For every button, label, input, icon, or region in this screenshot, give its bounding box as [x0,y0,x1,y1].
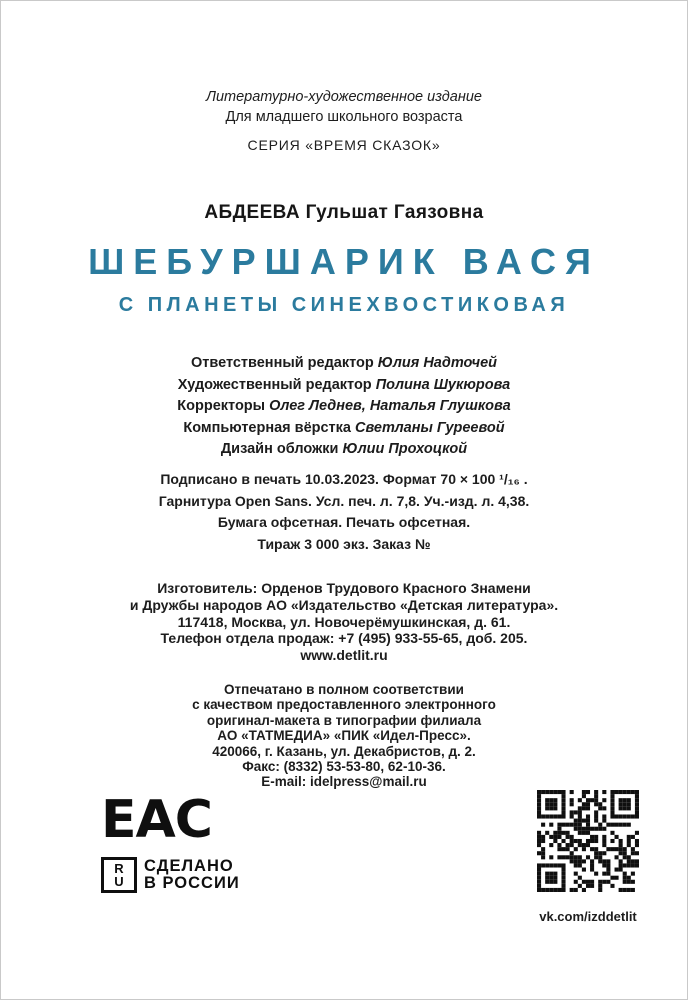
ru-mark-icon [101,857,137,893]
edition-info [1,87,687,127]
manufacturer-line: Изготовитель: Орденов Трудового Красного Знамени [157,580,531,596]
printer-line: оригинал-макета в типографии филиала [206,712,482,728]
book-subtitle: С ПЛАНЕТЫ СИНЕХВОСТИКОВАЯ [118,294,570,316]
printer-block [1,682,687,790]
credit-role: Ответственный редактор [190,355,374,371]
age-category: Для младшего школьного возраста [225,109,463,125]
credit-line [1,418,687,440]
credit-role: Корректоры [177,398,266,414]
credit-name: Юлия Надточей [377,355,498,371]
certification-marks [101,790,261,893]
credit-name: Олег Леднев, Наталья Глушкова [269,398,511,414]
credit-line [1,375,687,397]
printer-email: E-mail: idelpress@mail.ru [261,774,427,790]
credit-line [1,396,687,418]
author-name: АБДЕЕВА Гульшат Гаязовна [204,202,484,223]
print-info-line: Гарнитура Open Sans. Усл. печ. л. 7,8. Уч.-изд. л. 4,38. [158,492,530,509]
eac-mark-icon: EAC [101,790,212,850]
credit-line [1,353,687,375]
manufacturer-line: Телефон отдела продаж: +7 (495) 933-55-65, доб. 205. [160,630,528,647]
printer-line: 420066, г. Казань, ул. Декабристов, д. 2. [212,743,476,759]
qr-caption: vk.com/izddetlit [539,909,637,924]
series-label: СЕРИЯ «ВРЕМЯ СКАЗОК» [247,137,441,153]
edition-type: Литературно-художественное издание [206,89,482,105]
manufacturer-block [1,580,687,664]
printer-line: АО «ТАТМЕДИА» «ПИК «Идел-Пресс». [217,728,471,744]
credits-block [1,353,687,461]
print-info-line: Тираж 3 000 экз. Заказ № [257,535,431,552]
made-in-russia-line2: В РОССИИ [144,874,240,892]
manufacturer-line: 117418, Москва, ул. Новочерёмушкинская, д. 61. [177,613,511,630]
made-in-russia-text [144,858,240,892]
print-info-line: Подписано в печать 10.03.2023. Формат 70 × 100 ¹/₁₆ . [160,471,528,487]
credit-name: Юлии Прохоцкой [342,441,468,457]
credit-name: Светланы Гуреевой [355,419,505,436]
ru-mark-top: R [114,861,124,876]
qr-code-icon [537,790,639,892]
printer-line: с качеством предоставленного электронного [192,697,496,713]
printer-line: Факс: (8332) 53-53-80, 62-10-36. [242,759,446,775]
print-info-line: Бумага офсетная. Печать офсетная. [217,514,471,530]
credit-role: Художественный редактор [177,376,372,393]
book-title: ШЕБУРШАРИК ВАСЯ [88,241,600,282]
credit-role: Компьютерная вёрстка [183,419,351,436]
qr-block [537,790,639,924]
publisher-website: www.detlit.ru [300,647,388,664]
credit-name: Полина Шукюрова [375,376,511,393]
printer-line: Отпечатано в полном соответствии [224,682,464,697]
print-info-block [1,469,687,555]
ru-mark-bottom: U [114,874,124,889]
credit-role: Дизайн обложки [220,441,339,457]
credit-line [1,439,687,461]
made-in-russia-logo [101,857,261,893]
manufacturer-line: и Дружбы народов АО «Издательство «Детская литература». [129,596,559,613]
made-in-russia-line1: СДЕЛАНО [144,857,234,875]
